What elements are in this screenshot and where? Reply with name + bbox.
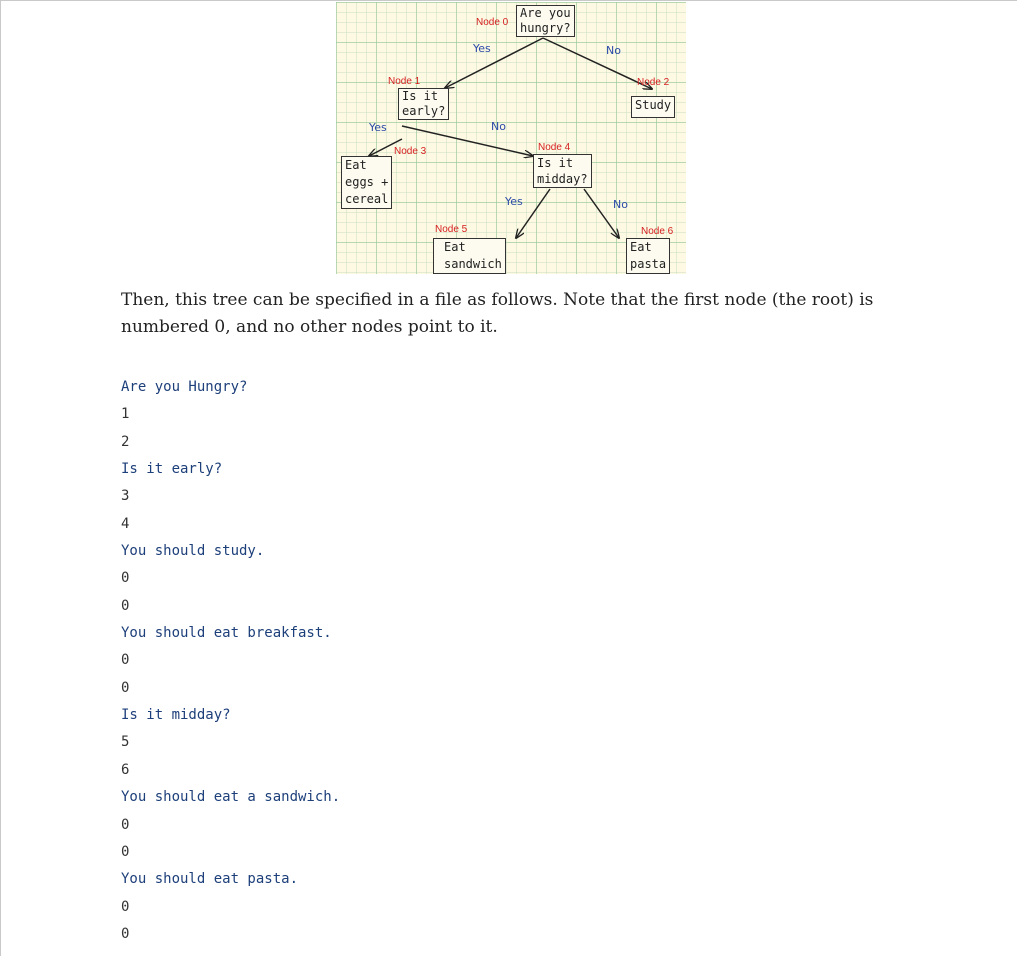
file-line: 0 (121, 925, 130, 942)
file-line: 6 (121, 761, 130, 778)
node-1-box: Is it early? (398, 88, 449, 120)
file-line: 0 (121, 898, 130, 915)
file-format-listing (121, 377, 340, 951)
node-3-box: Eat eggs + cereal (341, 156, 392, 209)
page-border-top (0, 0, 1017, 1)
file-line: You should eat pasta. (121, 871, 299, 888)
node-5-label: Node 5 (435, 224, 468, 235)
node-0-box: Are you hungry? (516, 5, 575, 37)
file-line: 0 (121, 570, 130, 587)
file-line: Is it early? (121, 461, 223, 478)
intro-paragraph: Then, this tree can be specified in a file as follows. Note that the first node (the root) is numbered 0, and no other nodes point to it. (121, 290, 874, 337)
node-4-box: Is it midday? (533, 154, 592, 188)
file-line: 0 (121, 679, 130, 696)
node-2-label: Node 2 (637, 77, 670, 88)
edge-label-node0-node1: Yes (473, 42, 491, 55)
edge-node0-node1 (445, 38, 543, 88)
edge-label-node4-node5: Yes (505, 195, 523, 208)
file-line: 2 (121, 433, 130, 450)
tree-edges (336, 2, 686, 274)
node-6-box: Eat pasta (626, 238, 670, 274)
edge-label-node4-node6: No (613, 198, 628, 211)
file-line: Is it midday? (121, 707, 231, 724)
file-line: 3 (121, 488, 130, 505)
file-line: You should eat breakfast. (121, 625, 332, 642)
file-line: 4 (121, 515, 130, 532)
edge-label-node1-node4: No (491, 120, 506, 133)
page-border-left (0, 0, 1, 956)
file-line: 0 (121, 816, 130, 833)
node-6-label: Node 6 (641, 226, 674, 237)
edge-label-node0-node2: No (606, 44, 621, 57)
decision-tree-diagram (336, 2, 686, 274)
node-1-label: Node 1 (388, 76, 421, 87)
edge-node0-node2 (543, 38, 652, 89)
file-line: 0 (121, 597, 130, 614)
node-5-box: Eat sandwich (433, 238, 506, 274)
file-line: 1 (121, 406, 130, 423)
node-3-label: Node 3 (394, 146, 427, 157)
node-2-box: Study (631, 96, 675, 118)
edge-node4-node6 (584, 189, 619, 238)
file-line: You should eat a sandwich. (121, 789, 341, 806)
file-line: You should study. (121, 543, 265, 560)
file-line: 5 (121, 734, 130, 751)
node-4-label: Node 4 (538, 142, 571, 153)
file-line: 0 (121, 652, 130, 669)
node-0-label: Node 0 (476, 17, 509, 28)
file-line: 0 (121, 843, 130, 860)
edge-label-node1-node3: Yes (369, 121, 387, 134)
file-line: Are you Hungry? (121, 379, 248, 395)
